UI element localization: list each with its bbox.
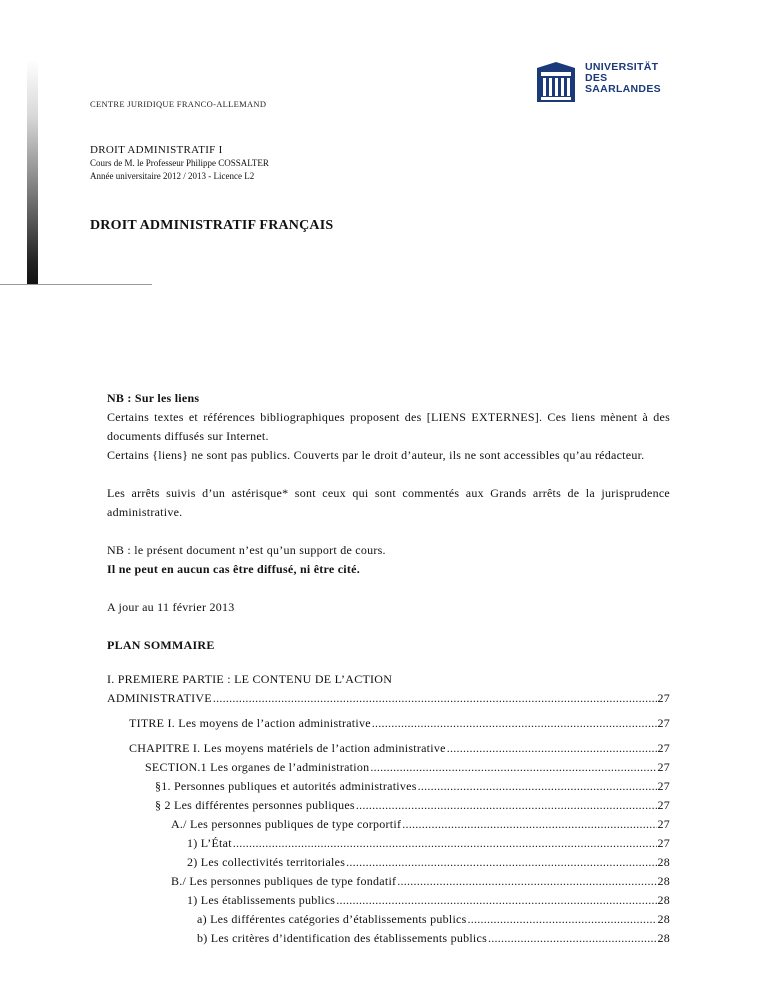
toc-entry[interactable] (107, 929, 670, 948)
toc-entry-page: 28 (657, 893, 670, 907)
toc-entry[interactable] (107, 714, 670, 733)
course-professor: Cours de M. le Professeur Philippe COSSALTER (90, 158, 269, 168)
toc-entry-label: CHAPITRE I. Les moyens matériels de l’action administrative (129, 741, 446, 755)
logo-line-2: DES (585, 72, 608, 84)
toc-entry-label: a) Les différentes catégories d’établissements publics (197, 912, 467, 926)
toc-entry[interactable] (107, 910, 670, 929)
course-info (90, 144, 269, 183)
toc-entry-page: 27 (657, 817, 670, 831)
toc-entry-label: 2) Les collectivités territoriales (187, 855, 346, 869)
document-title: DROIT ADMINISTRATIF FRANÇAIS (90, 218, 334, 233)
toc-entry-label: 1) L’État (187, 836, 232, 850)
toc-entry-label: A./ Les personnes publiques de type corportif (171, 817, 402, 831)
toc-entry-page: 27 (657, 760, 670, 774)
toc-entry[interactable] (107, 758, 670, 777)
toc-entry[interactable] (107, 853, 670, 872)
toc-entry[interactable] (107, 872, 670, 891)
links-text-2: Certains {liens} ne sont pas publics. Couverts par le droit d’auteur, ils ne sont accessibles qu’au rédacteur. (107, 448, 645, 462)
toc-entry-page: 28 (657, 855, 670, 869)
toc-part-1-title: I. PREMIERE PARTIE : LE CONTENU DE L’ACTION (107, 672, 393, 686)
logo-line-3: SAARLANDES (585, 83, 661, 95)
toc-entry-label: B./ Les personnes publiques de type fondatif (171, 874, 397, 888)
toc-entry-label: § 2 Les différentes personnes publiques (155, 798, 355, 812)
toc-entry[interactable] (107, 834, 670, 853)
toc-entry[interactable] (107, 815, 670, 834)
toc-entry[interactable] (107, 739, 670, 758)
toc-entry[interactable] (107, 891, 670, 910)
toc-entry-page: 27 (657, 779, 670, 793)
toc-entry-page: 27 (657, 836, 670, 850)
toc-entry-page: 27 (657, 741, 670, 755)
plan-heading: PLAN SOMMAIRE (107, 638, 215, 652)
warning-note: Il ne peut en aucun cas être diffusé, ni être cité. (107, 562, 360, 576)
toc-entry-page: 27 (657, 798, 670, 812)
toc-entry-label: SECTION.1 Les organes de l’administration (145, 760, 370, 774)
toc-entry-page: 27 (657, 691, 670, 705)
toc-entry-label: TITRE I. Les moyens de l’action administrative (129, 716, 371, 730)
toc-entry-page: 28 (657, 874, 670, 888)
date-note: A jour au 11 février 2013 (107, 600, 235, 614)
university-seal-icon (535, 62, 577, 106)
toc-entry-page: 28 (657, 931, 670, 945)
toc-entry[interactable] (107, 777, 670, 796)
toc-entry-label: ADMINISTRATIVE (107, 691, 212, 705)
toc-entry-page: 27 (657, 716, 670, 730)
toc-entry-part-1[interactable] (107, 689, 670, 708)
links-heading: NB : Sur les liens (107, 391, 200, 405)
course-title: DROIT ADMINISTRATIF I (90, 144, 223, 156)
toc-entry-label: 1) Les établissements publics (187, 893, 336, 907)
organization-name: CENTRE JURIDIQUE FRANCO-ALLEMAND (90, 99, 267, 109)
decorative-side-bar (27, 60, 38, 285)
toc-entry-label: b) Les critères d’identification des établissements publics (197, 931, 487, 945)
toc-entry-page: 28 (657, 912, 670, 926)
header-rule (0, 284, 152, 285)
links-text-1: Certains textes et références bibliographiques proposent des [LIENS EXTERNES]. Ces liens mènent à des documents diffusés sur Internet. (107, 410, 670, 443)
course-year: Année universitaire 2012 / 2013 - Licence L2 (90, 171, 255, 181)
notes-section (107, 389, 670, 655)
university-logo (535, 62, 661, 106)
support-note: NB : le présent document n’est qu’un support de cours. (107, 543, 386, 557)
logo-line-1: UNIVERSITÄT (585, 61, 659, 73)
toc-entry-label: §1. Personnes publiques et autorités administratives (155, 779, 417, 793)
toc-entry[interactable] (107, 796, 670, 815)
table-of-contents (107, 670, 670, 948)
asterisk-note: Les arrêts suivis d’un astérisque* sont ceux qui sont commentés aux Grands arrêts de la jurisprudence administrative. (107, 486, 670, 519)
